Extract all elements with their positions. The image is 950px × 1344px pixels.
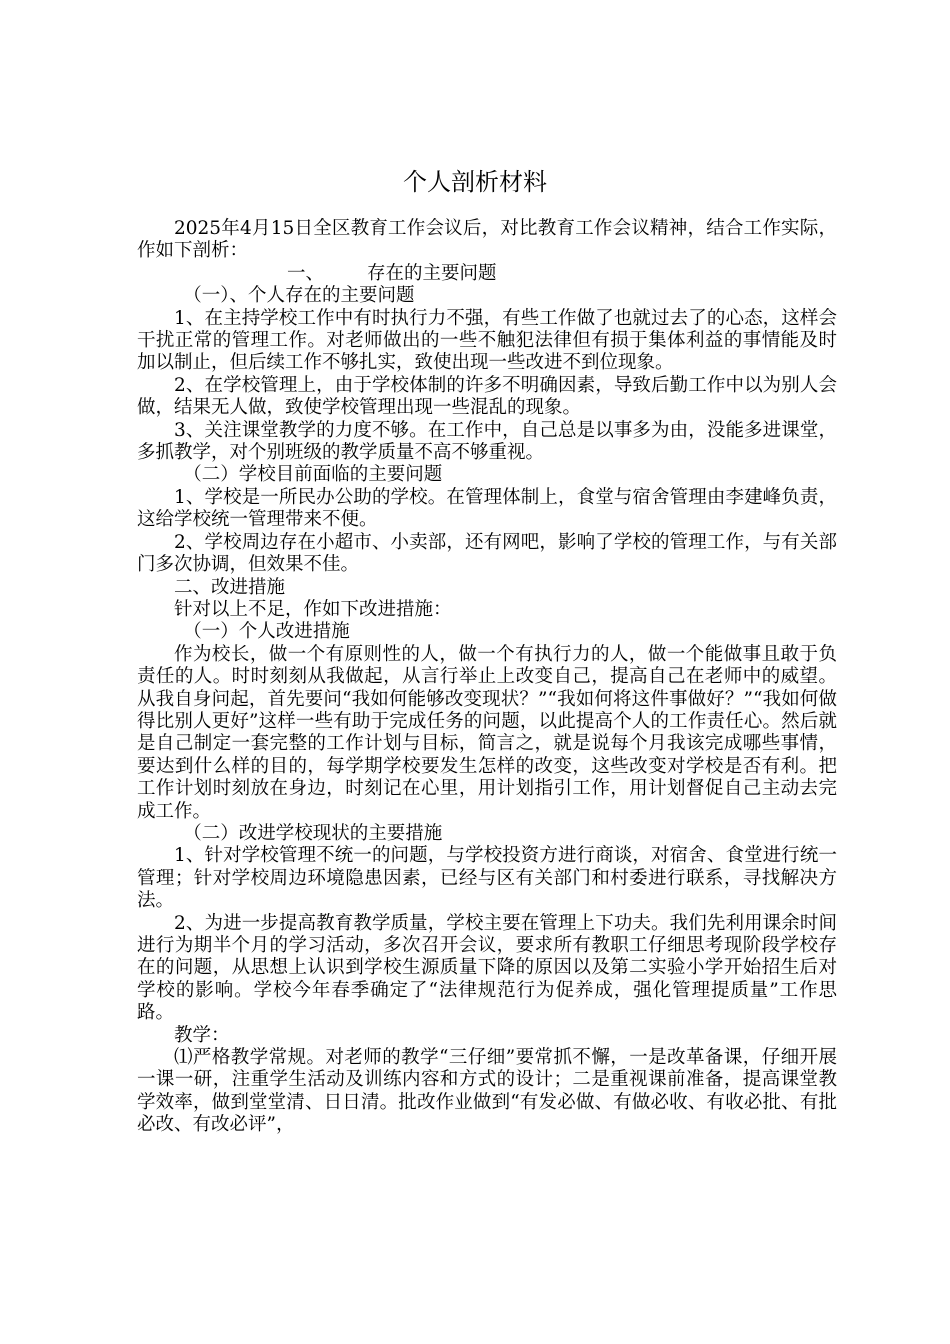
section-number: 一、 <box>287 262 325 284</box>
subsection-heading-school-measures: （二）改进学校现状的主要措施 <box>183 822 443 844</box>
intro-paragraph: 2025年4月15日全区教育工作会议后，对比教育工作会议精神，结合工作实际，作如下剖析： <box>137 218 837 262</box>
paragraph-teaching-label: 教学： <box>174 1024 230 1046</box>
paragraph: 1、针对学校管理不统一的问题，与学校投资方进行商谈，对宿舍、食堂进行统一管理；针对学校周边环境隐患因素，已经与区有关部门和村委进行联系，寻找解决方法。 <box>137 845 837 912</box>
paragraph: 1、学校是一所民办公助的学校。在管理体制上，食堂与宿舍管理由李建峰负责，这给学校统一管理带来不便。 <box>137 486 837 531</box>
section-heading-measures: 二、改进措施 <box>174 576 286 598</box>
paragraph: 3、关注课堂教学的力度不够。在工作中，自己总是以事多为由，没能多进课堂，多抓教学，对个别班级的教学质量不高不够重视。 <box>137 419 837 464</box>
section-heading-problems <box>137 263 837 285</box>
document-body <box>137 218 837 1137</box>
subsection-heading-school-problems: （二）学校目前面临的主要问题 <box>183 464 443 486</box>
paragraph: 针对以上不足，作如下改进措施： <box>174 598 452 620</box>
subsection-heading-personal-measures: （一）个人改进措施 <box>183 621 350 643</box>
paragraph: 作为校长，做一个有原则性的人，做一个有执行力的人，做一个能做事且敢于负责任的人。时时刻刻从我做起，从言行举止上改变自己，提高自己在老师中的威望。从我自身问起，首先要问“我如何能够改变现状？”“我如何将这件事做好？”“我如何做得比别人更好”这样一些有助于完成任务的问题，以此提高个人的工作责任心。然后就是自己制定一套完整的工作计划与目标，简言之，就是说每个月我该完成哪些事情，要达到什么样的目的，每学期学校要发生怎样的改变，这些改变对学校是否有利。把工作计划时刻放在身边，时刻记在心里，用计划指引工作，用计划督促自己主动去完成工作。 <box>137 643 837 822</box>
section-heading-text: 存在的主要问题 <box>367 262 497 284</box>
paragraph: 1、在主持学校工作中有时执行力不强，有些工作做了也就过去了的心态，这样会干扰正常的管理工作。对老师做出的一些不触犯法律但有损于集体利益的事情能及时加以制止，但后续工作不够扎实，致使出现一些改进不到位现象。 <box>137 307 837 374</box>
paragraph: 2、为进一步提高教育教学质量，学校主要在管理上下功夫。我们先利用课余时间进行为期半个月的学习活动，多次召开会议，要求所有教职工仔细思考现阶段学校存在的问题，从思想上认识到学校生源质量下降的原因以及第二实验小学开始招生后对学校的影响。学校今年春季确定了“法律规范行为促养成，强化管理提质量”工作思路。 <box>137 912 837 1024</box>
document-title: 个人剖析材料 <box>403 168 547 196</box>
subsection-heading-personal-problems: （一）、个人存在的主要问题 <box>183 285 415 307</box>
paragraph: ⑴严格教学常规。对老师的教学“三仔细”要常抓不懈，一是改革备课，仔细开展一课一研，注重学生活动及训练内容和方式的设计；二是重视课前准备，提高课堂教学效率，做到堂堂清、日日清。批改作业做到“有发必做、有做必收、有收必批、有批必改、有改必评”， <box>137 1047 837 1136</box>
paragraph: 2、学校周边存在小超市、小卖部，还有网吧，影响了学校的管理工作，与有关部门多次协调，但效果不佳。 <box>137 531 837 576</box>
paragraph: 2、在学校管理上，由于学校体制的许多不明确因素，导致后勤工作中以为别人会做，结果无人做，致使学校管理出现一些混乱的现象。 <box>137 374 837 419</box>
